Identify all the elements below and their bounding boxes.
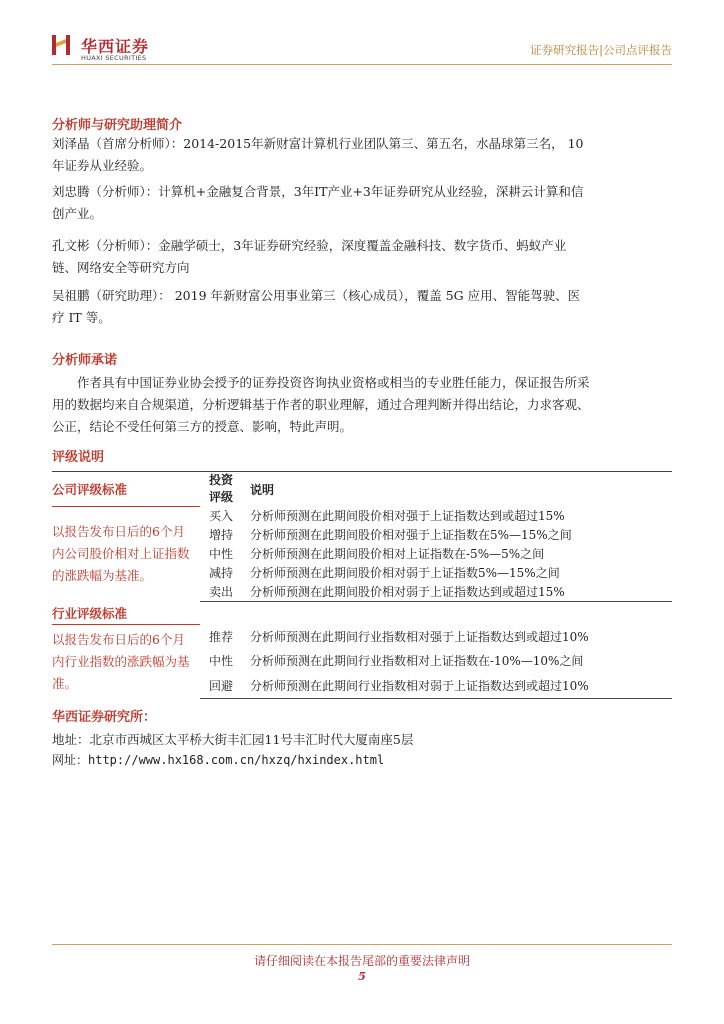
table-row <box>52 506 672 525</box>
rating-desc: 分析师预测在此期间股价相对上证指数在-5%—5%之间 <box>250 547 545 561</box>
rating-value: 中性 <box>208 654 233 669</box>
footer-divider <box>52 944 672 945</box>
rating-desc: 分析师预测在此期间股价相对强于上证指数在5%—15%之间 <box>250 528 572 542</box>
industry-rating-basis: 以报告发布日后的6个月内行业指数的涨跌幅为基准。 <box>52 631 190 691</box>
rating-table <box>52 471 672 699</box>
analyst-bio-1: 刘泽晶（首席分析师）：2014-2015年新财富计算机行业团队第三、第五名，水晶球第三名， 10 年证券从业经验。 <box>52 136 584 173</box>
institute-address: 地址：北京市西城区太平桥大街丰汇园11号丰汇时代大厦南座5层 <box>52 732 414 747</box>
commitment-section-title: 分析师承诺 <box>52 353 118 368</box>
commitment-text: 作者具有中国证券业协会授予的证券投资咨询执业资格或相当的专业胜任能力，保证报告所采 用的数据均来自合规渠道，分析逻辑基于作者的职业理解，通过合理判断并得出结论，力求客观、 公正，结论不受任何第三方的授意、影响，特此声明。 <box>52 375 590 434</box>
rating-value: 回避 <box>200 673 242 698</box>
analyst-bio-2: 刘忠腾（分析师）：计算机+金融复合背景，3年IT产业+3年证券研究从业经验，深耕云计算和信 创产业。 <box>52 184 584 221</box>
rating-section-title: 评级说明 <box>52 450 105 465</box>
company-rating-label: 公司评级标准 <box>52 472 200 507</box>
col-header-desc: 说明 <box>242 472 672 507</box>
analysts-section-title: 分析师与研究助理简介 <box>52 118 183 133</box>
rating-value: 推荐 <box>208 629 233 644</box>
industry-rating-label: 行业评级标准 <box>52 602 200 625</box>
analyst-bio-4: 吴祖鹏（研究助理）： 2019 年新财富公用事业第三（核心成员），覆盖 5G 应用、智能驾驶、医 疗 IT 等。 <box>52 288 581 325</box>
rating-value: 减持 <box>208 566 233 580</box>
institute-title: 华西证券研究所： <box>52 710 157 725</box>
report-type-label: 证券研究报告|公司点评报告 <box>530 43 672 57</box>
rating-desc: 分析师预测在此期间行业指数相对强于上证指数达到或超过10% <box>250 629 589 644</box>
rating-desc: 分析师预测在此期间股价相对弱于上证指数5%—15%之间 <box>250 566 560 580</box>
logo-text-en: HUAXI SECURITIES <box>81 54 147 62</box>
col-header-rating: 投资 评级 <box>200 472 242 507</box>
logo-text-cn: 华西证券 <box>81 37 150 56</box>
huaxi-logo-icon <box>52 33 72 57</box>
rating-desc: 分析师预测在此期间股价相对强于上证指数达到或超过15% <box>250 509 565 523</box>
industry-header-row <box>52 602 672 625</box>
rating-value: 增持 <box>208 528 233 542</box>
rating-desc: 分析师预测在此期间行业指数相对上证指数在-10%—10%之间 <box>250 654 584 669</box>
company-rating-basis: 以报告发布日后的6个月内公司股价相对上证指数的涨跌幅为基准。 <box>52 524 190 583</box>
table-row <box>52 624 672 649</box>
rating-value: 中性 <box>208 547 233 561</box>
rating-value: 买入 <box>208 509 233 523</box>
rating-desc: 分析师预测在此期间股价相对弱于上证指数达到或超过15% <box>242 582 672 602</box>
footer-disclaimer: 请仔细阅读在本报告尾部的重要法律声明 <box>253 954 470 968</box>
header-divider <box>52 64 672 65</box>
rating-table-header <box>52 472 672 507</box>
institute-website[interactable]: 网址：http://www.hx168.com.cn/hxzq/hxindex.html <box>52 753 385 767</box>
page-number: 5 <box>358 970 366 983</box>
analyst-bio-3: 孔文彬（分析师）：金融学硕士，3年证券研究经验，深度覆盖金融科技、数字货币、蚂蚁产业 链、网络安全等研究方向 <box>52 238 567 275</box>
rating-desc: 分析师预测在此期间行业指数相对弱于上证指数达到或超过10% <box>242 673 672 698</box>
rating-value: 卖出 <box>200 582 242 602</box>
